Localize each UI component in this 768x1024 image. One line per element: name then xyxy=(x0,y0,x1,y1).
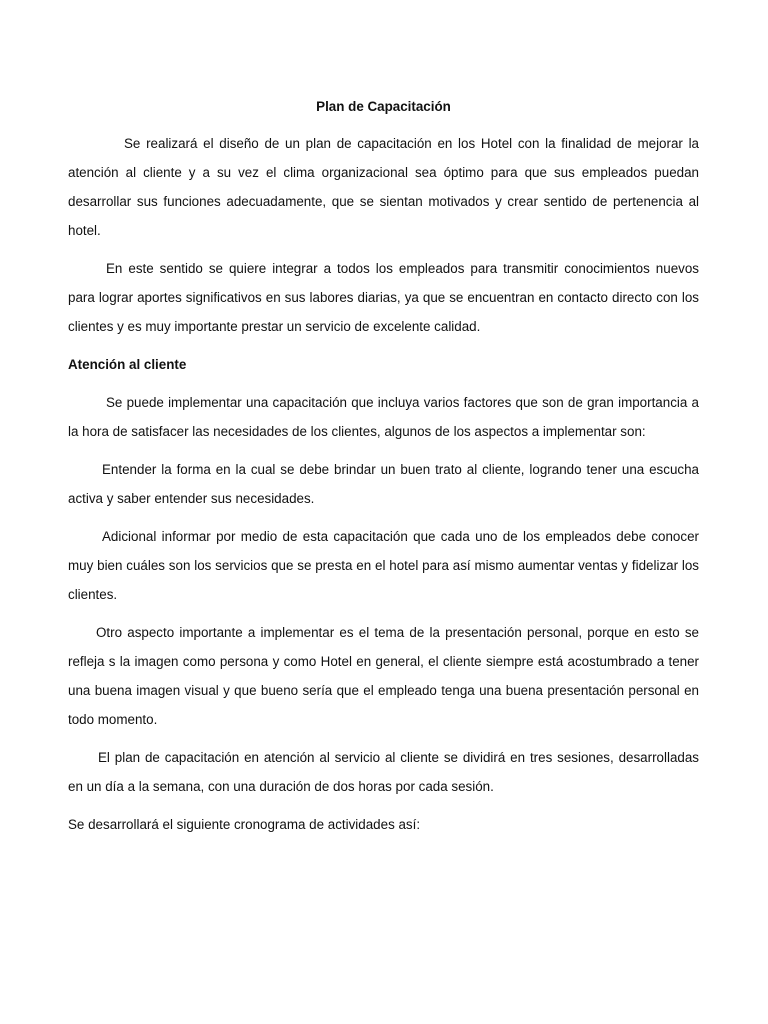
intro-paragraph: Se realizará el diseño de un plan de capacitación en los Hotel con la finalidad de mejorar la atención al cliente y a su vez el clima organizacional sea óptimo para que sus empleados puedan desarrollar sus funciones adecuadamente, que se sientan motivados y crear sentido de pertenencia al hotel. xyxy=(68,136,699,238)
section-paragraph: Se puede implementar una capacitación que incluya varios factores que son de gran importancia a la hora de satisfacer las necesidades de los clientes, algunos de los aspectos a implementar son: xyxy=(68,395,699,439)
section-paragraph: Adicional informar por medio de esta capacitación que cada uno de los empleados debe conocer muy bien cuáles son los servicios que se presta en el hotel para así mismo aumentar ventas y fidelizar los clientes. xyxy=(68,529,699,602)
section-heading: Atención al cliente xyxy=(68,357,187,372)
section-paragraph: El plan de capacitación en atención al servicio al cliente se dividirá en tres sesiones, desarrolladas en un día a la semana, con una duración de dos horas por cada sesión. xyxy=(68,750,699,794)
document-title: Plan de Capacitación xyxy=(316,99,451,114)
section-paragraph: Otro aspecto importante a implementar es el tema de la presentación personal, porque en esto se refleja s la imagen como persona y como Hotel en general, el cliente siempre está acostumbrado a tener una buena imagen visual y que bueno sería que el empleado tenga una buena presentación personal en todo momento. xyxy=(68,625,699,727)
document-page xyxy=(68,92,699,848)
section-paragraph: Entender la forma en la cual se debe brindar un buen trato al cliente, logrando tener una escucha activa y saber entender sus necesidades. xyxy=(68,462,699,506)
intro-paragraph: En este sentido se quiere integrar a todos los empleados para transmitir conocimientos nuevos para lograr aportes significativos en sus labores diarias, ya que se encuentran en contacto directo con los clientes y es muy importante prestar un servicio de excelente calidad. xyxy=(68,261,699,334)
closing-line: Se desarrollará el siguiente cronograma de actividades así: xyxy=(68,817,421,832)
